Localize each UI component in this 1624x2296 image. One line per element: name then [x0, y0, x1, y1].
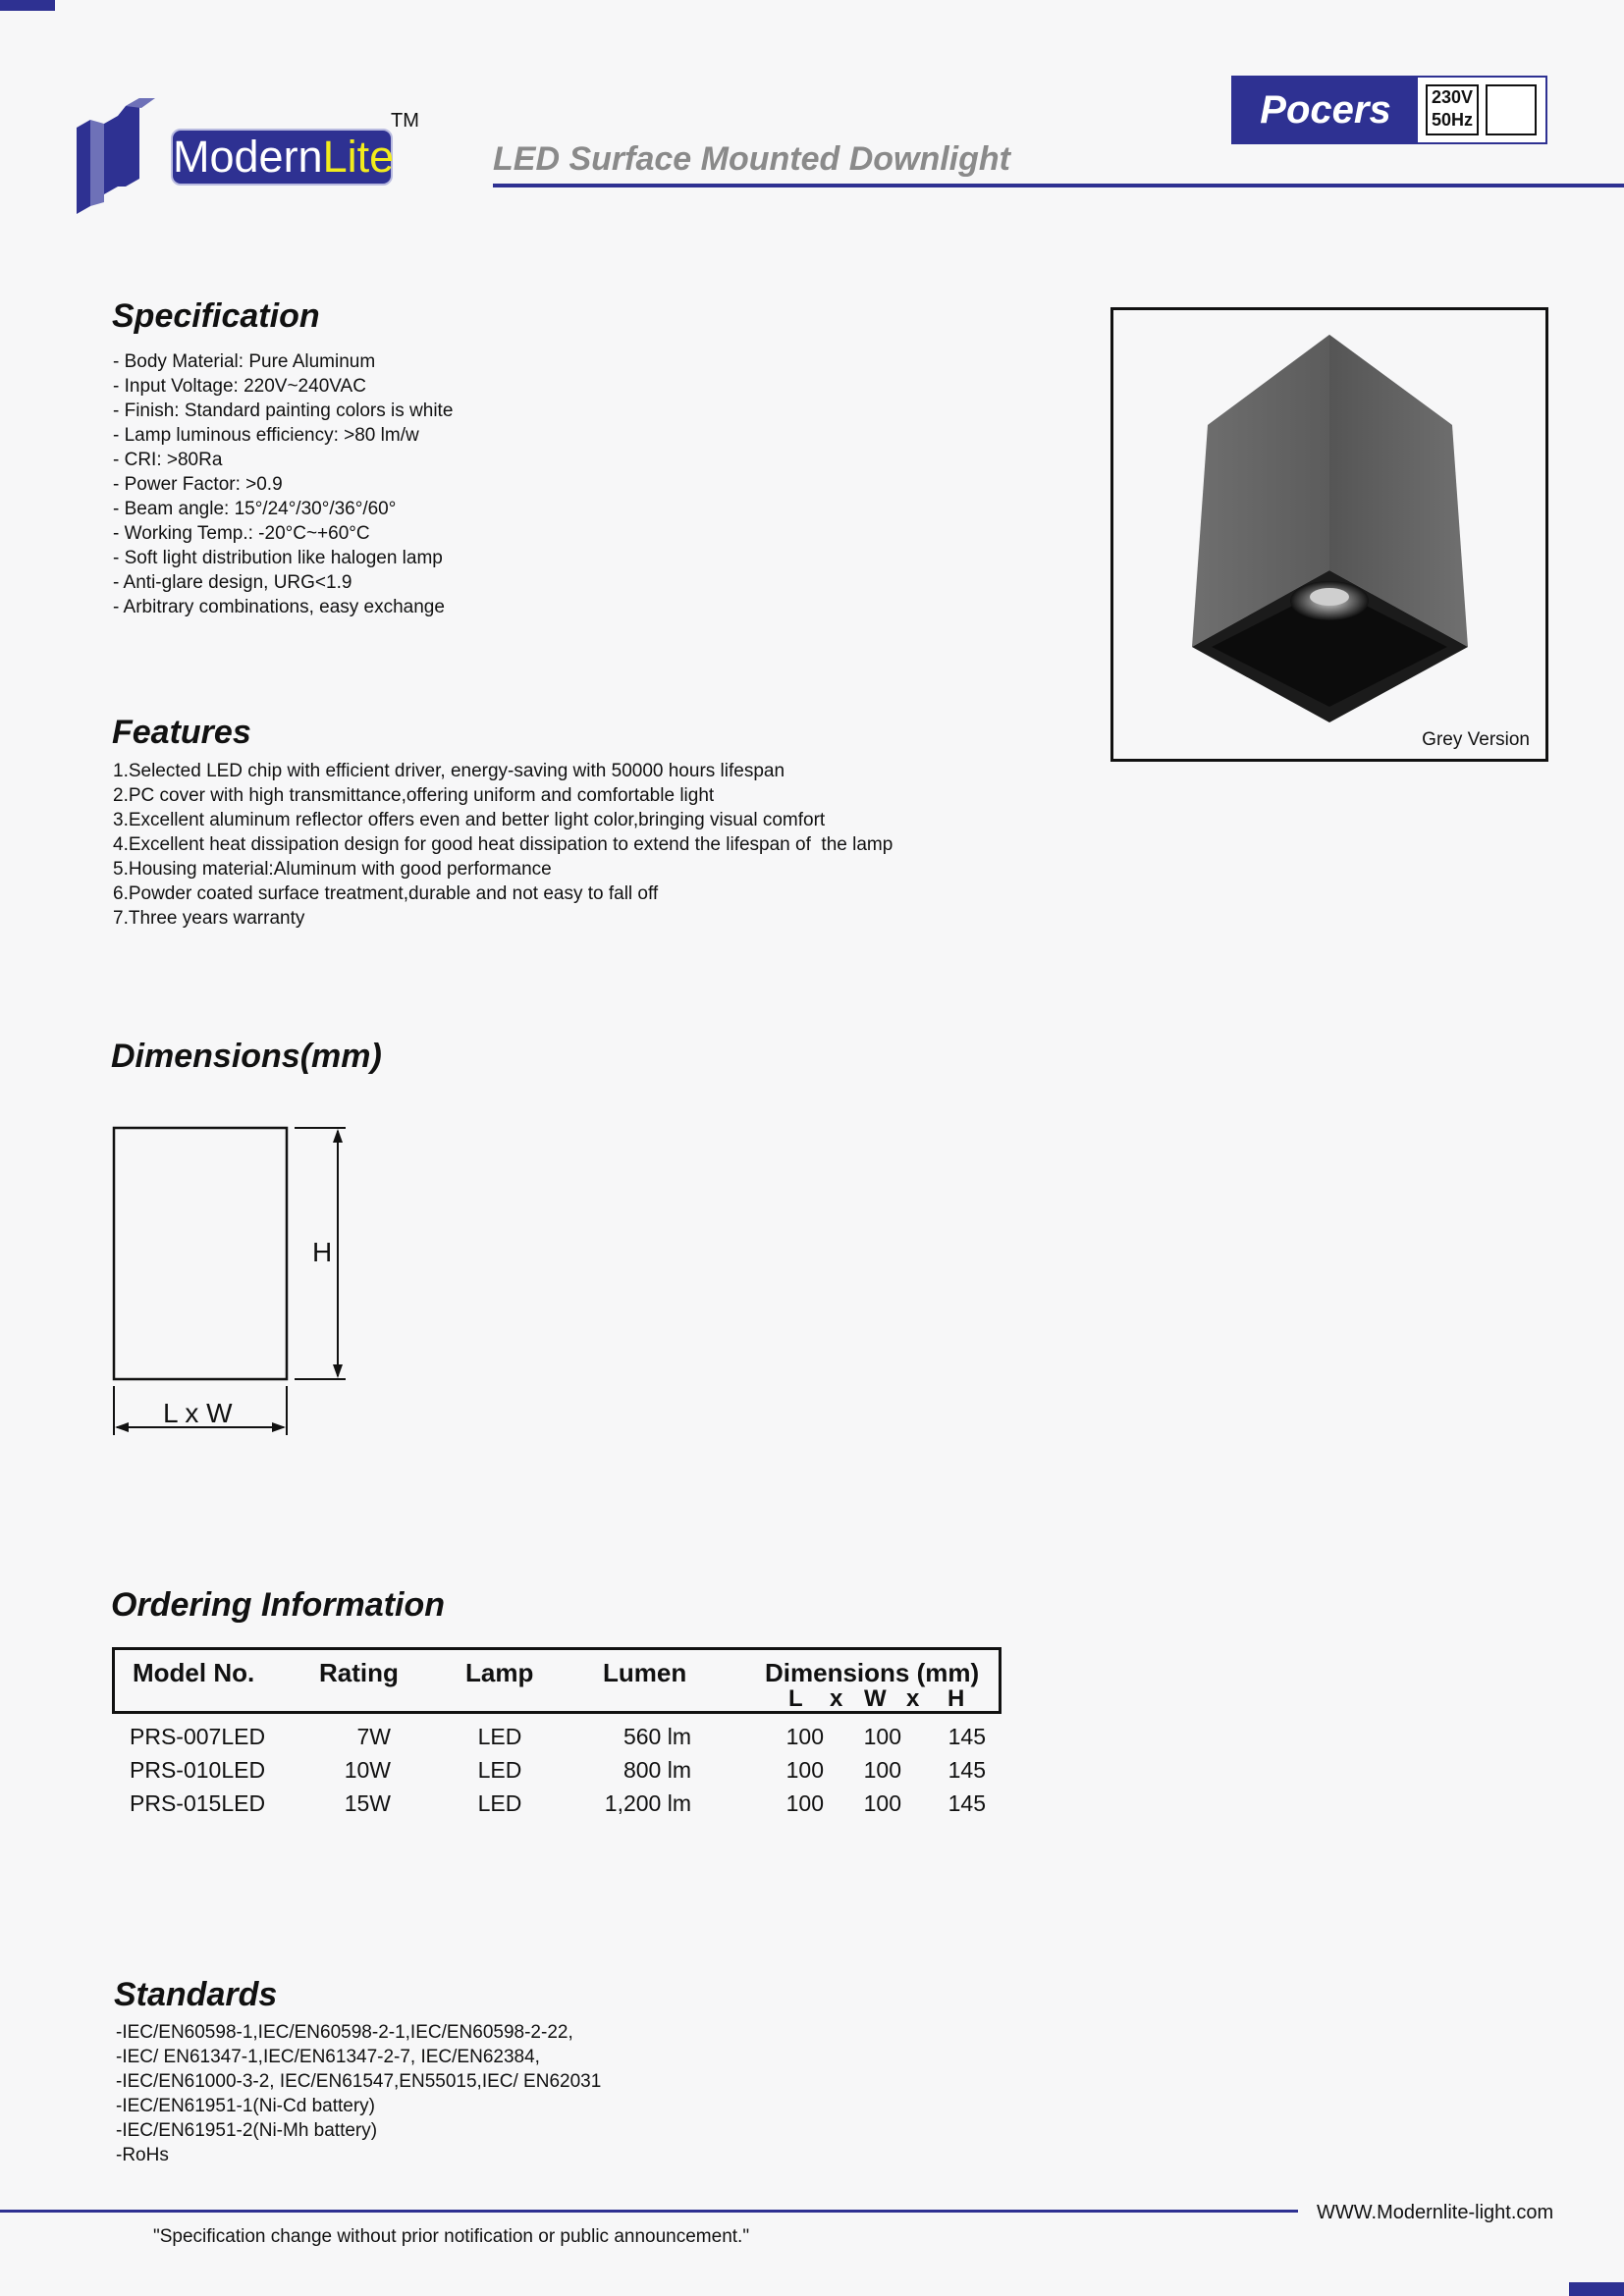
website-link[interactable]: WWW.Modernlite-light.com — [1317, 2202, 1554, 2223]
standards-title: Standards — [114, 1976, 278, 2013]
standard-item: -IEC/EN61000-3-2, IEC/EN61547,EN55015,IEC/ EN62031 — [116, 2071, 602, 2092]
table-row — [112, 1720, 1001, 1753]
ordering-title: Ordering Information — [111, 1586, 445, 1624]
downlight-product-icon — [1113, 310, 1545, 759]
lamp-outline — [114, 1128, 287, 1379]
header-divider — [493, 184, 1624, 187]
standard-item: -IEC/EN61951-1(Ni-Cd battery) — [116, 2096, 375, 2116]
spec-item: - Working Temp.: -20°C~+60°C — [113, 523, 370, 544]
cell-model: PRS-007LED — [130, 1724, 266, 1749]
frequency-value: 50Hz — [1431, 110, 1474, 130]
voltage-badge — [1426, 84, 1479, 135]
cell-h: 145 — [947, 1790, 986, 1816]
cell-l: 100 — [785, 1757, 824, 1783]
col-dim-x1: x — [830, 1685, 843, 1712]
height-arrow-up-icon — [333, 1129, 343, 1143]
spec-item: - Beam angle: 15°/24°/30°/36°/60° — [113, 499, 397, 519]
brand-name: Pocers — [1233, 78, 1418, 142]
table-row — [112, 1753, 1001, 1787]
cell-lamp: LED — [477, 1790, 522, 1816]
spec-item: - CRI: >80Ra — [113, 450, 223, 470]
col-lamp: Lamp — [465, 1658, 534, 1687]
cell-lumen: 560 lm — [623, 1724, 691, 1749]
cell-lamp: LED — [477, 1757, 522, 1783]
col-model: Model No. — [133, 1658, 255, 1687]
table-row — [112, 1787, 1001, 1820]
cell-l: 100 — [785, 1724, 824, 1749]
cell-lamp: LED — [477, 1724, 522, 1749]
cell-rating: 15W — [344, 1790, 391, 1816]
logo-mark-icon — [77, 96, 165, 216]
spec-item: - Power Factor: >0.9 — [113, 474, 283, 495]
dimension-diagram — [106, 1119, 361, 1443]
col-dim-x2: x — [906, 1685, 920, 1712]
cell-l: 100 — [785, 1790, 824, 1816]
cell-w: 100 — [863, 1790, 901, 1816]
spec-item: - Finish: Standard painting colors is white — [113, 400, 454, 421]
logo-wordmark — [171, 129, 393, 186]
col-lumen: Lumen — [603, 1658, 687, 1687]
corner-accent-bottom — [1569, 2282, 1624, 2296]
cell-w: 100 — [863, 1757, 901, 1783]
cell-lumen: 1,200 lm — [604, 1790, 691, 1816]
modernlite-logo — [77, 96, 420, 216]
feature-item: 5.Housing material:Aluminum with good performance — [113, 859, 552, 880]
col-dim-l: L — [788, 1685, 803, 1712]
certification-box-empty — [1486, 84, 1537, 135]
spec-item: - Soft light distribution like halogen lamp — [113, 548, 443, 568]
col-rating: Rating — [319, 1658, 399, 1687]
logo-word-lite: Lite — [322, 132, 395, 182]
cell-w: 100 — [863, 1724, 901, 1749]
ordering-table — [112, 1647, 1001, 1820]
cell-model: PRS-015LED — [130, 1790, 266, 1816]
col-dim-w: W — [864, 1685, 887, 1712]
spec-item: - Input Voltage: 220V~240VAC — [113, 376, 366, 397]
disclaimer-note: "Specification change without prior notification or public announcement." — [153, 2226, 750, 2247]
spec-item: - Lamp luminous efficiency: >80 lm/w — [113, 425, 419, 446]
photo-caption: Grey Version — [1422, 729, 1530, 750]
ordering-table-body — [112, 1720, 1001, 1820]
spec-item: - Body Material: Pure Aluminum — [113, 351, 376, 372]
standard-item: -IEC/ EN61347-1,IEC/EN61347-2-7, IEC/EN62384, — [116, 2047, 540, 2067]
standard-item: -IEC/EN61951-2(Ni-Mh battery) — [116, 2120, 378, 2141]
standard-item: -IEC/EN60598-1,IEC/EN60598-2-1,IEC/EN60598-2-22, — [116, 2022, 573, 2043]
voltage-value: 230V — [1431, 87, 1474, 107]
feature-item: 3.Excellent aluminum reflector offers even and better light color,bringing visual comfort — [113, 810, 826, 830]
spec-item: - Anti-glare design, URG<1.9 — [113, 572, 352, 593]
feature-item: 6.Powder coated surface treatment,durable and not easy to fall off — [113, 883, 659, 904]
feature-item: 2.PC cover with high transmittance,offering uniform and comfortable light — [113, 785, 715, 806]
cell-h: 145 — [947, 1724, 986, 1749]
col-dim-h: H — [947, 1685, 965, 1712]
features-list — [113, 759, 893, 931]
width-arrow-right-icon — [272, 1422, 286, 1432]
feature-item: 1.Selected LED chip with efficient driver, energy-saving with 50000 hours lifespan — [113, 761, 785, 781]
document-subtitle: LED Surface Mounted Downlight — [493, 140, 1010, 178]
brand-box — [1231, 76, 1547, 144]
footer-divider — [0, 2210, 1298, 2213]
cell-rating: 7W — [356, 1724, 391, 1749]
height-arrow-down-icon — [333, 1364, 343, 1378]
cell-lumen: 800 lm — [623, 1757, 691, 1783]
cell-rating: 10W — [344, 1757, 391, 1783]
trademark-mark: TM — [391, 110, 419, 132]
spec-item: - Arbitrary combinations, easy exchange — [113, 597, 445, 617]
width-label: L x W — [163, 1398, 233, 1428]
standards-list — [116, 2020, 601, 2167]
corner-accent-top — [0, 0, 55, 11]
specification-title: Specification — [112, 297, 320, 335]
specification-list — [113, 349, 453, 619]
product-photo — [1110, 307, 1548, 762]
height-label: H — [312, 1237, 333, 1267]
feature-item: 4.Excellent heat dissipation design for good heat dissipation to extend the lifespan of the lamp — [113, 834, 893, 855]
col-dimensions: Dimensions (mm) — [765, 1658, 980, 1687]
dimensions-title: Dimensions(mm) — [111, 1038, 382, 1075]
logo-word-modern: Modern — [173, 132, 323, 182]
features-title: Features — [112, 714, 251, 751]
cell-h: 145 — [947, 1757, 986, 1783]
cell-model: PRS-010LED — [130, 1757, 266, 1783]
ordering-table-header — [112, 1647, 1001, 1714]
width-arrow-left-icon — [115, 1422, 129, 1432]
standard-item: -RoHs — [116, 2145, 169, 2165]
feature-item: 7.Three years warranty — [113, 908, 305, 929]
